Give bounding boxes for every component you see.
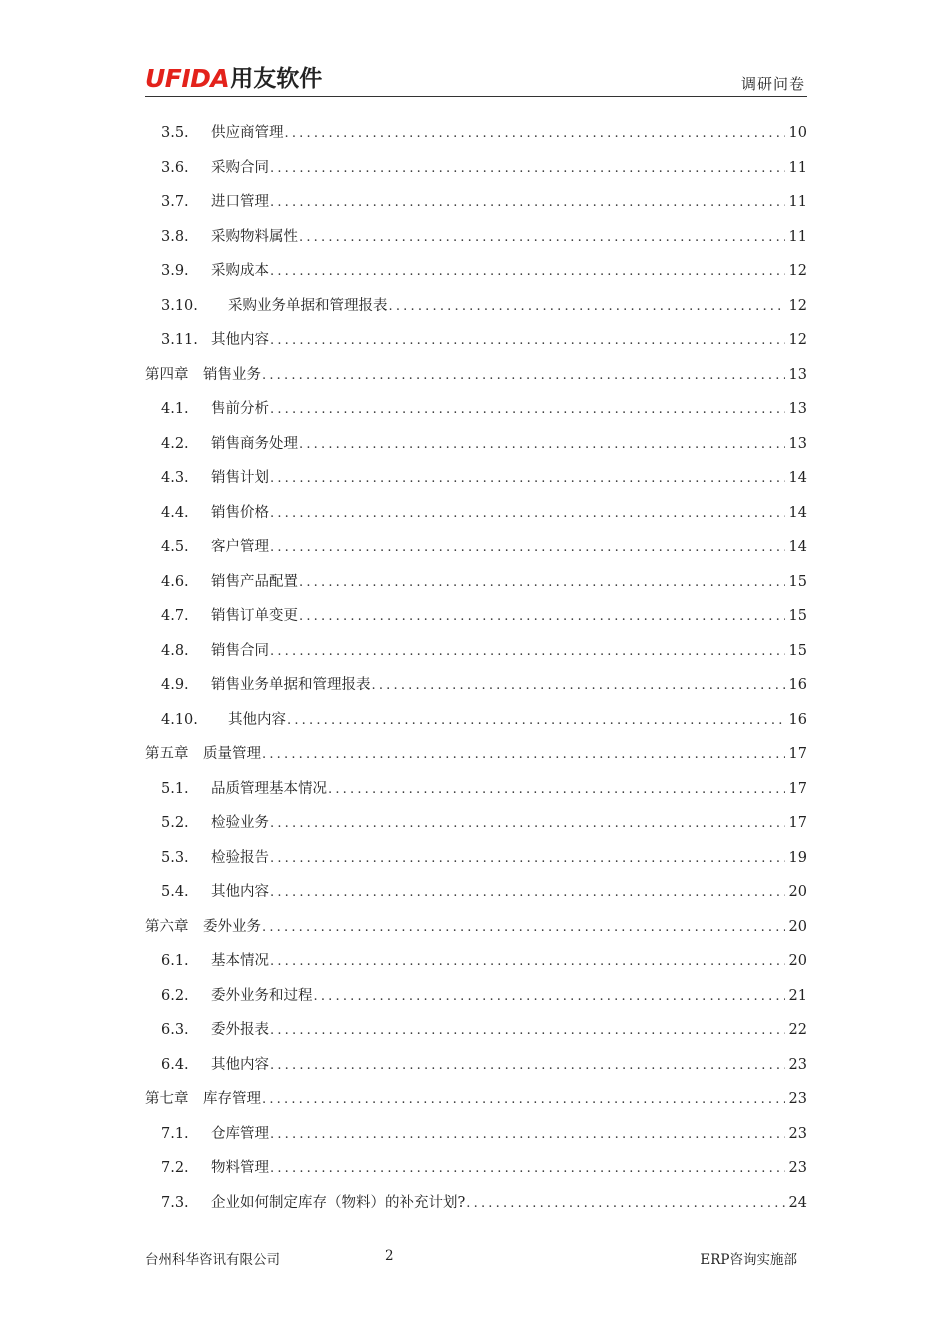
toc-entry-page: 14 xyxy=(788,504,807,521)
toc-entry-title: 采购成本 xyxy=(211,263,269,279)
toc-section-entry[interactable] xyxy=(145,570,807,605)
toc-dot-leader xyxy=(287,713,785,728)
toc-entry-title: 销售订单变更 xyxy=(211,608,298,624)
toc-entry-number: 第五章 xyxy=(145,746,189,762)
toc-section-entry[interactable] xyxy=(145,121,807,156)
toc-entry-number: 7.3. xyxy=(161,1194,189,1211)
footer-company: 台州科华咨讯有限公司 xyxy=(145,1252,280,1268)
toc-dot-leader xyxy=(270,402,785,417)
toc-section-entry[interactable] xyxy=(145,466,807,501)
toc-entry-number: 7.2. xyxy=(161,1160,189,1176)
toc-entry-page: 23 xyxy=(788,1091,807,1107)
toc-entry-number: 5.4. xyxy=(161,884,189,900)
toc-dot-leader xyxy=(262,1092,785,1107)
toc-section-entry[interactable] xyxy=(145,1156,807,1191)
toc-entry-page: 13 xyxy=(788,401,807,417)
toc-entry-title: 仓库管理 xyxy=(211,1125,269,1142)
table-of-contents xyxy=(145,121,807,1225)
toc-section-entry[interactable] xyxy=(145,190,807,225)
ufida-logo xyxy=(145,64,322,94)
toc-entry-number: 4.5. xyxy=(161,539,189,555)
toc-entry-title: 销售计划 xyxy=(211,470,269,486)
toc-entry-title: 库存管理 xyxy=(203,1091,261,1107)
toc-dot-leader xyxy=(262,747,785,762)
toc-entry-number: 4.9. xyxy=(161,677,189,693)
toc-section-entry[interactable] xyxy=(145,156,807,191)
toc-entry-number: 第七章 xyxy=(145,1091,189,1107)
toc-entry-number: 3.9. xyxy=(161,263,189,279)
toc-entry-title: 其他内容 xyxy=(211,1056,269,1073)
toc-entry-page: 15 xyxy=(788,608,807,624)
toc-entry-title: 其他内容 xyxy=(211,884,269,900)
toc-entry-title: 质量管理 xyxy=(203,746,261,762)
toc-entry-number: 4.8. xyxy=(161,642,189,659)
toc-dot-leader xyxy=(270,851,785,866)
toc-dot-leader xyxy=(328,782,785,797)
toc-entry-number: 3.8. xyxy=(161,228,189,245)
toc-dot-leader xyxy=(285,126,785,141)
toc-entry-title: 进口管理 xyxy=(211,194,269,210)
toc-entry-page: 12 xyxy=(788,297,807,314)
toc-section-entry[interactable] xyxy=(145,1191,807,1226)
toc-dot-leader xyxy=(262,368,785,383)
toc-entry-number: 4.1. xyxy=(161,401,189,417)
toc-entry-page: 11 xyxy=(788,228,807,245)
page-header xyxy=(145,62,807,97)
toc-dot-leader xyxy=(299,609,785,624)
toc-section-entry[interactable] xyxy=(145,846,807,881)
page-footer xyxy=(145,1248,807,1268)
toc-entry-title: 销售产品配置 xyxy=(211,573,298,590)
toc-entry-number: 4.2. xyxy=(161,435,189,452)
toc-entry-title: 委外报表 xyxy=(211,1022,269,1038)
toc-dot-leader xyxy=(372,678,785,693)
toc-entry-title: 物料管理 xyxy=(211,1160,269,1176)
toc-entry-title: 销售业务单据和管理报表 xyxy=(211,677,371,693)
toc-entry-page: 20 xyxy=(788,884,807,900)
toc-section-entry[interactable] xyxy=(145,432,807,467)
toc-dot-leader xyxy=(299,575,785,590)
toc-dot-leader xyxy=(270,506,785,521)
toc-entry-title: 采购物料属性 xyxy=(211,228,298,245)
toc-dot-leader xyxy=(270,1161,785,1176)
toc-dot-leader xyxy=(270,195,785,210)
toc-dot-leader xyxy=(466,1196,784,1211)
toc-dot-leader xyxy=(270,333,785,348)
toc-entry-title: 采购业务单据和管理报表 xyxy=(228,297,388,314)
toc-chapter-entry[interactable] xyxy=(145,1087,807,1122)
toc-entry-title: 其他内容 xyxy=(211,332,269,348)
toc-section-entry[interactable] xyxy=(145,501,807,536)
toc-entry-page: 16 xyxy=(788,711,807,728)
toc-entry-page: 14 xyxy=(788,470,807,486)
toc-entry-title: 销售业务 xyxy=(203,366,261,383)
toc-entry-title: 其他内容 xyxy=(228,711,286,728)
toc-section-entry[interactable] xyxy=(145,880,807,915)
toc-entry-page: 15 xyxy=(788,642,807,659)
toc-dot-leader xyxy=(270,161,785,176)
toc-entry-page: 20 xyxy=(788,918,807,935)
footer-department: ERP咨询实施部 xyxy=(700,1252,797,1268)
toc-entry-number: 7.1. xyxy=(161,1125,189,1142)
toc-entry-title: 采购合同 xyxy=(211,159,269,176)
toc-entry-number: 5.3. xyxy=(161,849,189,866)
toc-entry-page: 20 xyxy=(788,953,807,969)
toc-entry-page: 13 xyxy=(788,435,807,452)
toc-section-entry[interactable] xyxy=(145,708,807,743)
toc-entry-page: 10 xyxy=(788,125,807,141)
toc-dot-leader xyxy=(270,885,785,900)
toc-entry-page: 23 xyxy=(788,1056,807,1073)
toc-entry-number: 3.10. xyxy=(161,297,198,314)
toc-entry-page: 21 xyxy=(788,987,807,1004)
toc-entry-number: 3.11. xyxy=(161,332,198,348)
toc-entry-page: 15 xyxy=(788,573,807,590)
toc-section-entry[interactable] xyxy=(145,673,807,708)
toc-entry-page: 17 xyxy=(788,746,807,762)
toc-entry-number: 4.4. xyxy=(161,504,189,521)
toc-chapter-entry[interactable] xyxy=(145,363,807,398)
toc-section-entry[interactable] xyxy=(145,1053,807,1088)
toc-dot-leader xyxy=(270,1023,785,1038)
toc-entry-title: 供应商管理 xyxy=(211,125,284,141)
toc-dot-leader xyxy=(389,299,785,314)
toc-chapter-entry[interactable] xyxy=(145,915,807,950)
toc-entry-page: 22 xyxy=(788,1022,807,1038)
footer-page-number: 2 xyxy=(385,1248,394,1264)
toc-section-entry[interactable] xyxy=(145,949,807,984)
toc-entry-page: 17 xyxy=(788,815,807,831)
toc-dot-leader xyxy=(314,989,785,1004)
toc-dot-leader xyxy=(270,816,785,831)
toc-entry-title: 委外业务 xyxy=(203,918,261,935)
toc-entry-title: 企业如何制定库存（物料）的补充计划? xyxy=(211,1194,466,1211)
toc-entry-number: 3.5. xyxy=(161,125,189,141)
toc-dot-leader xyxy=(270,471,785,486)
toc-section-entry[interactable] xyxy=(145,639,807,674)
toc-entry-title: 客户管理 xyxy=(211,539,269,555)
toc-entry-number: 3.7. xyxy=(161,194,189,210)
toc-entry-page: 23 xyxy=(788,1160,807,1176)
toc-dot-leader xyxy=(270,1058,785,1073)
toc-entry-page: 16 xyxy=(788,677,807,693)
toc-entry-title: 销售合同 xyxy=(211,642,269,659)
toc-entry-page: 19 xyxy=(788,849,807,866)
toc-entry-number: 6.4. xyxy=(161,1056,189,1073)
toc-chapter-entry[interactable] xyxy=(145,742,807,777)
toc-section-entry[interactable] xyxy=(145,811,807,846)
toc-entry-number: 第四章 xyxy=(145,366,189,383)
toc-section-entry[interactable] xyxy=(145,1018,807,1053)
toc-dot-leader xyxy=(270,1127,785,1142)
toc-section-entry[interactable] xyxy=(145,397,807,432)
toc-entry-title: 销售商务处理 xyxy=(211,435,298,452)
toc-entry-page: 12 xyxy=(788,263,807,279)
toc-section-entry[interactable] xyxy=(145,535,807,570)
toc-entry-number: 6.3. xyxy=(161,1022,189,1038)
toc-section-entry[interactable] xyxy=(145,294,807,329)
toc-entry-number: 4.6. xyxy=(161,573,189,590)
toc-dot-leader xyxy=(299,230,785,245)
logo-latin-text: UFIDA xyxy=(145,64,230,93)
toc-section-entry[interactable] xyxy=(145,259,807,294)
toc-entry-number: 3.6. xyxy=(161,159,189,176)
document-type-label: 调研问卷 xyxy=(740,75,805,93)
toc-entry-page: 17 xyxy=(788,780,807,797)
toc-entry-number: 6.1. xyxy=(161,953,189,969)
toc-section-entry[interactable] xyxy=(145,604,807,639)
toc-entry-page: 11 xyxy=(788,194,807,210)
toc-entry-page: 24 xyxy=(788,1194,807,1211)
toc-entry-page: 13 xyxy=(788,366,807,383)
toc-entry-number: 4.7. xyxy=(161,608,189,624)
toc-entry-title: 基本情况 xyxy=(211,953,269,969)
toc-entry-title: 检验报告 xyxy=(211,849,269,866)
toc-entry-number: 第六章 xyxy=(145,918,189,935)
toc-section-entry[interactable] xyxy=(145,777,807,812)
toc-entry-page: 11 xyxy=(788,159,807,176)
toc-section-entry[interactable] xyxy=(145,984,807,1019)
logo-chinese-text: 用友软件 xyxy=(230,66,323,92)
toc-dot-leader xyxy=(270,540,785,555)
toc-entry-title: 委外业务和过程 xyxy=(211,987,313,1004)
toc-entry-title: 品质管理基本情况 xyxy=(211,780,327,797)
toc-entry-number: 5.1. xyxy=(161,780,189,797)
toc-entry-number: 4.3. xyxy=(161,470,189,486)
toc-entry-page: 12 xyxy=(788,332,807,348)
toc-entry-number: 5.2. xyxy=(161,815,189,831)
toc-dot-leader xyxy=(262,920,785,935)
toc-entry-page: 23 xyxy=(788,1125,807,1142)
toc-entry-number: 4.10. xyxy=(161,711,198,728)
toc-section-entry[interactable] xyxy=(145,328,807,363)
toc-entry-number: 6.2. xyxy=(161,987,189,1004)
toc-dot-leader xyxy=(299,437,785,452)
toc-dot-leader xyxy=(270,954,785,969)
toc-section-entry[interactable] xyxy=(145,1122,807,1157)
toc-dot-leader xyxy=(270,644,785,659)
toc-entry-page: 14 xyxy=(788,539,807,555)
toc-entry-title: 检验业务 xyxy=(211,815,269,831)
toc-entry-title: 售前分析 xyxy=(211,401,269,417)
toc-entry-title: 销售价格 xyxy=(211,504,269,521)
toc-dot-leader xyxy=(270,264,785,279)
toc-section-entry[interactable] xyxy=(145,225,807,260)
